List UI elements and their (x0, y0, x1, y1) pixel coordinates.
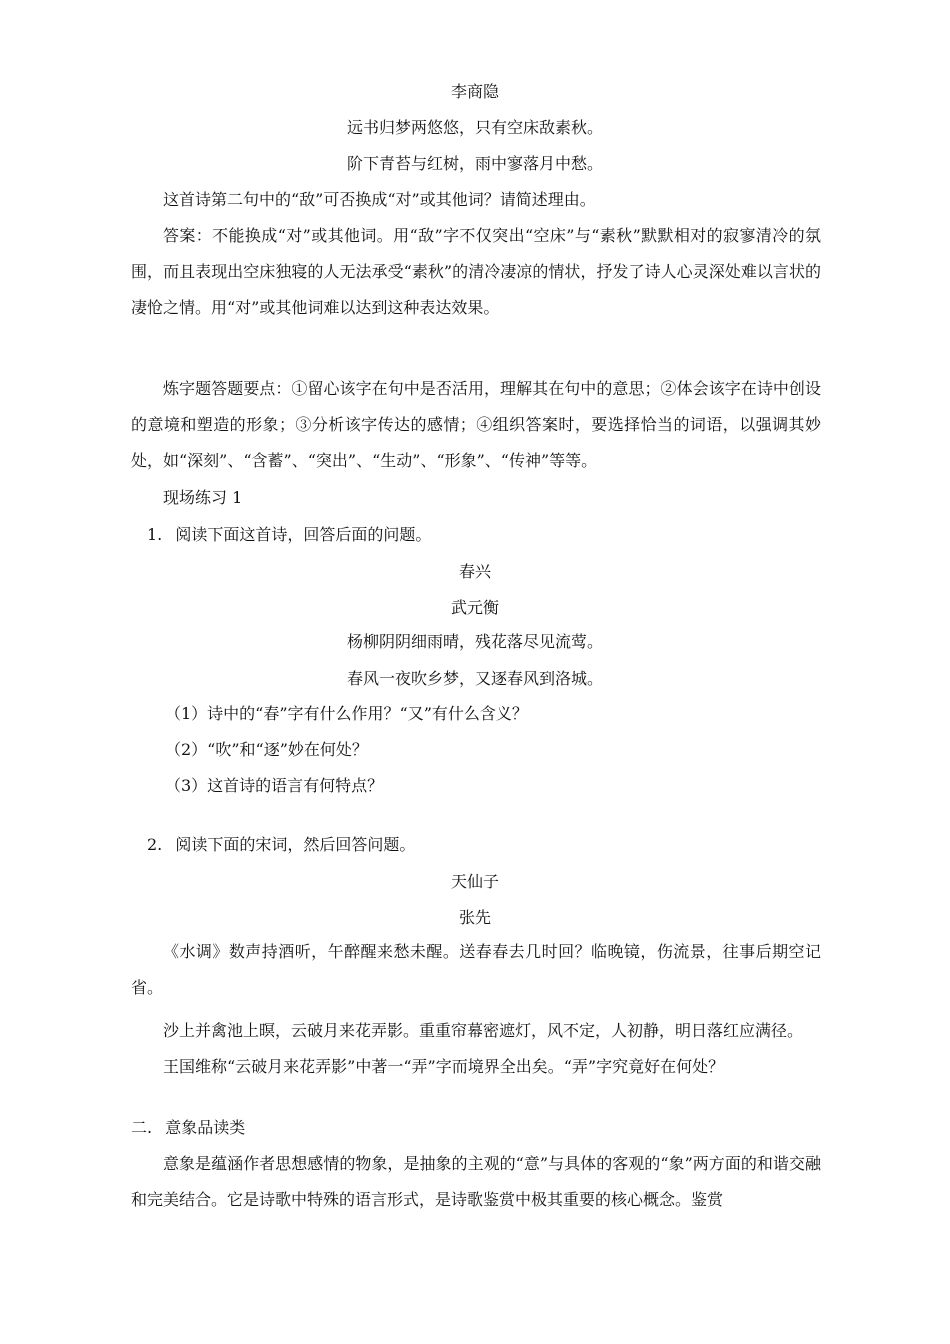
question1: 这首诗第二句中的“敌”可否换成“对”或其他词？请简述理由。 (163, 190, 596, 209)
item1-question1: （1）诗中的“春”字有什么作用？“又”有什么含义？ (165, 704, 528, 723)
ci-paragraph1: 《水调》数声持酒听，午醉醒来愁未醒。送春春去几时回？临晚镜，伤流景，往事后期空记省。 (131, 942, 821, 997)
practice-item2 (147, 835, 415, 855)
answer1: 答案：不能换成“对”或其他词。用“敌”字不仅突出“空床”与“素秋”默默相对的寂寥清冷的氛围，而且表现出空床独寝的人无法承受“素秋”的清冷凄凉的情状，抒发了诗人心灵深处难以言状的凄怆之情。用“对”或其他词难以达到这种表达效果。 (131, 226, 821, 317)
poem1-line2: 阶下青苔与红树，雨中寥落月中愁。 (346, 154, 603, 173)
ci-paragraph2: 沙上并禽池上暝，云破月来花弄影。重重帘幕密遮灯，风不定，人初静，明日落红应满径。 (163, 1021, 804, 1040)
practice-item1 (147, 525, 431, 545)
item2-number: 2. (147, 835, 163, 854)
section2-number: 二. (131, 1118, 153, 1137)
item1-number: 1. (147, 525, 163, 544)
item1-question3: （3）这首诗的语言有何特点？ (165, 776, 384, 795)
ci-author: 张先 (458, 908, 491, 927)
item1-question2: （2）“吹”和“逐”妙在何处？ (165, 740, 368, 759)
item1-prompt: 阅读下面这首诗，回答后面的问题。 (175, 525, 432, 544)
poem2-line2: 春风一夜吹乡梦，又逐春风到洛城。 (346, 669, 603, 688)
item2-prompt: 阅读下面的宋词，然后回答问题。 (175, 835, 416, 854)
section2-heading (131, 1118, 245, 1138)
poem1-author: 李商隐 (450, 82, 499, 101)
section2-title: 意象品读类 (165, 1118, 246, 1137)
poem1-line1: 远书归梦两悠悠，只有空床敌素秋。 (346, 118, 603, 137)
poem2-title: 春兴 (458, 562, 491, 581)
tips-paragraph: 炼字题答题要点：①留心该字在句中是否活用，理解其在句中的意思；②体会该字在诗中创设的意境和塑造的形象；③分析该字传达的感情；④组织答案时，要选择恰当的词语，以强调其妙处，如“深刻”、“含蓄”、“突出”、“生动”、“形象”、“传神”等等。 (131, 379, 821, 470)
section2-intro: 意象是蕴涵作者思想感情的物象，是抽象的主观的“意”与具体的客观的“象”两方面的和谐交融和完美结合。它是诗歌中特殊的语言形式，是诗歌鉴赏中极其重要的核心概念。鉴赏 (131, 1154, 821, 1209)
poem2-line1: 杨柳阴阴细雨晴，残花落尽见流莺。 (346, 632, 603, 651)
item2-question: 王国维称“云破月来花弄影”中著一“弄”字而境界全出矣。“弄”字究竟好在何处？ (163, 1057, 725, 1076)
poem2-author: 武元衡 (450, 598, 499, 617)
practice-heading: 现场练习 1 (163, 488, 243, 507)
ci-title: 天仙子 (450, 872, 499, 891)
